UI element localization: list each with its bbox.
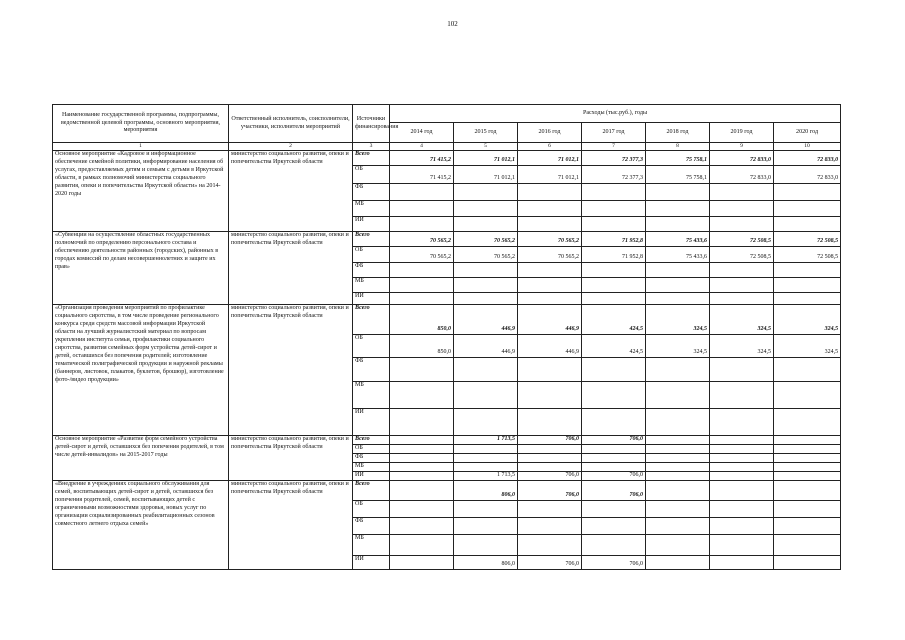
funding-source: ИИ — [353, 409, 390, 436]
budget-table — [52, 104, 841, 570]
expense-value — [454, 184, 518, 201]
funding-source: ФБ — [353, 358, 390, 382]
expense-value — [646, 555, 710, 569]
expense-value — [390, 217, 454, 232]
expense-value — [710, 534, 774, 555]
expense-value — [518, 454, 582, 463]
column-number: 2 — [229, 143, 353, 151]
expense-value — [646, 472, 710, 481]
expense-value: 706,0 — [518, 480, 582, 500]
expense-value — [646, 201, 710, 217]
expense-value — [774, 517, 841, 534]
table-row — [53, 305, 841, 335]
expense-value — [390, 184, 454, 201]
header-expenses: Расходы (тыс.руб.), годы — [390, 105, 841, 123]
expense-value — [774, 184, 841, 201]
expense-value: 71 012,1 — [518, 166, 582, 184]
program-name: «Внедрение в учреждениях социального обслуживания для семей, воспитывающих детей-сирот и детей, оставшихся без попечения родителей, семей, воспитывающих детей с ограниченными возможностями здоровья, новых услуг по организации социализированных реабилитационных сезонов совместного летнего отдыха семей» — [53, 480, 229, 569]
expense-value — [390, 293, 454, 305]
expense-value — [582, 184, 646, 201]
expense-value: 706,0 — [582, 436, 646, 445]
expense-value — [454, 382, 518, 409]
expense-value — [390, 436, 454, 445]
funding-source: МБ — [353, 534, 390, 555]
expense-value — [582, 382, 646, 409]
expense-value — [774, 293, 841, 305]
expense-value: 71 952,8 — [582, 232, 646, 247]
expense-value — [646, 445, 710, 454]
expense-value — [774, 382, 841, 409]
expense-value: 446,9 — [518, 305, 582, 335]
expense-value: 72 377,3 — [582, 151, 646, 166]
expense-value: 72 508,5 — [774, 232, 841, 247]
expense-value — [518, 201, 582, 217]
expense-value: 70 565,2 — [518, 232, 582, 247]
expense-value — [710, 293, 774, 305]
table-row — [53, 151, 841, 166]
expense-value — [710, 463, 774, 472]
expense-value — [774, 409, 841, 436]
expense-value — [774, 436, 841, 445]
expense-value: 70 565,2 — [454, 247, 518, 263]
expense-value: 706,0 — [518, 555, 582, 569]
expense-value — [774, 463, 841, 472]
expense-value: 446,9 — [454, 305, 518, 335]
funding-source: МБ — [353, 278, 390, 293]
expense-value — [454, 463, 518, 472]
expense-value: 71 012,1 — [454, 166, 518, 184]
expense-value — [646, 184, 710, 201]
funding-source: Всего — [353, 232, 390, 247]
expense-value — [710, 201, 774, 217]
expense-value — [518, 445, 582, 454]
column-number: 7 — [582, 143, 646, 151]
expense-value — [710, 517, 774, 534]
expense-value: 70 565,2 — [518, 247, 582, 263]
expense-value — [774, 278, 841, 293]
expense-value — [710, 263, 774, 278]
funding-source: ФБ — [353, 263, 390, 278]
table-row — [53, 232, 841, 247]
expense-value — [774, 263, 841, 278]
expense-value: 1 713,5 — [454, 472, 518, 481]
expense-value: 446,9 — [518, 335, 582, 358]
expense-value: 1 713,5 — [454, 436, 518, 445]
table-body — [53, 151, 841, 570]
expense-value: 424,5 — [582, 305, 646, 335]
expense-value — [774, 480, 841, 500]
expense-value — [454, 445, 518, 454]
expense-value: 75 433,6 — [646, 232, 710, 247]
expense-value — [582, 278, 646, 293]
expense-value: 71 415,2 — [390, 151, 454, 166]
expense-value — [646, 278, 710, 293]
column-number: 5 — [454, 143, 518, 151]
expense-value — [710, 480, 774, 500]
expense-value — [390, 201, 454, 217]
expense-value — [646, 293, 710, 305]
expense-value — [518, 263, 582, 278]
executor-name: министерство социального развития, опеки и попечительства Иркутской области — [229, 305, 353, 436]
program-name: «Субвенции на осуществление областных государственных полномочий по определению персонального состава и обеспечению деятельности районных (городских), районных в городах комиссий по делам несовершеннолетних и защите их прав» — [53, 232, 229, 305]
expense-value — [710, 555, 774, 569]
expense-value — [518, 517, 582, 534]
expense-value — [518, 278, 582, 293]
expense-value — [710, 454, 774, 463]
expense-value: 70 565,2 — [390, 232, 454, 247]
expense-value: 72 833,0 — [774, 151, 841, 166]
expense-value — [710, 445, 774, 454]
expense-value — [518, 463, 582, 472]
header-year: 2020 год — [774, 123, 841, 143]
executor-name: министерство социального развития, опеки и попечительства Иркутской области — [229, 232, 353, 305]
program-name: «Организация проведения мероприятий по профилактике социального сиротства, в том числе проведение регионального конкурса среди средств массовой информации Иркутской области на лучший журналистский материал по вопросам укрепления института семьи, профилактики социального сиротства, развития семейных форм устройства детей-сирот и детей, оставшихся без попечения родителей; изготовление тематической полиграфической продукции и наружной рекламы (баннеров, листовок, плакатов, буклетов, брошюр), изготовление фото-/видео продукции» — [53, 305, 229, 436]
header-executor: Ответственный исполнитель, соисполнители, участники, исполнители мероприятий — [229, 105, 353, 143]
funding-source: ФБ — [353, 517, 390, 534]
expense-value — [710, 500, 774, 517]
expense-value — [390, 534, 454, 555]
program-name: Основное мероприятие «Кадровое и информационное обеспечение семейной политики, информирование населения об услугах, предоставляемых детям и семьям с детьми в Иркутской области, в рамках полномочий министерства социального развития, опеки и попечительства Иркутской области» на 2014-2020 годы — [53, 151, 229, 232]
expense-value — [454, 517, 518, 534]
expense-value — [774, 555, 841, 569]
header-year: 2015 год — [454, 123, 518, 143]
expense-value: 706,0 — [582, 555, 646, 569]
expense-value — [390, 517, 454, 534]
funding-source: ОБ — [353, 500, 390, 517]
expense-value — [582, 217, 646, 232]
expense-value — [454, 278, 518, 293]
expense-value — [582, 517, 646, 534]
expense-value: 324,5 — [710, 305, 774, 335]
expense-value — [390, 480, 454, 500]
program-name: Основное мероприятие «Развитие форм семейного устройства детей-сирот и детей, оставшихся без попечения родителей, в том числе детей-инвалидов» на 2015-2017 годы — [53, 436, 229, 481]
expense-value — [774, 358, 841, 382]
executor-name: министерство социального развития, опеки и попечительства Иркутской области — [229, 436, 353, 481]
expense-value — [710, 278, 774, 293]
expense-value — [774, 534, 841, 555]
expense-value — [454, 409, 518, 436]
expense-value — [454, 217, 518, 232]
expense-value: 424,5 — [582, 335, 646, 358]
expense-value — [646, 454, 710, 463]
expense-value: 706,0 — [582, 472, 646, 481]
expense-value: 806,0 — [454, 555, 518, 569]
funding-source: МБ — [353, 201, 390, 217]
expense-value: 70 565,2 — [454, 232, 518, 247]
expense-value — [518, 184, 582, 201]
expense-value: 706,0 — [518, 436, 582, 445]
expense-value — [518, 293, 582, 305]
funding-source: ОБ — [353, 445, 390, 454]
funding-source: ОБ — [353, 335, 390, 358]
header-year: 2016 год — [518, 123, 582, 143]
executor-name: министерство социального развития, опеки и попечительства Иркутской области — [229, 151, 353, 232]
expense-value — [454, 500, 518, 517]
funding-source: МБ — [353, 382, 390, 409]
expense-value — [774, 445, 841, 454]
expense-value — [518, 358, 582, 382]
funding-source: Всего — [353, 305, 390, 335]
expense-value — [390, 500, 454, 517]
funding-source: ИИ — [353, 555, 390, 569]
expense-value — [390, 263, 454, 278]
expense-value — [646, 463, 710, 472]
expense-value: 850,0 — [390, 305, 454, 335]
expense-value — [518, 500, 582, 517]
expense-value: 75 433,6 — [646, 247, 710, 263]
expense-value: 806,0 — [454, 480, 518, 500]
expense-value — [390, 555, 454, 569]
expense-value — [454, 534, 518, 555]
column-number: 8 — [646, 143, 710, 151]
expense-value: 72 377,3 — [582, 166, 646, 184]
expense-value: 72 833,0 — [774, 166, 841, 184]
expense-value: 75 758,1 — [646, 166, 710, 184]
expense-value — [390, 454, 454, 463]
expense-value — [582, 358, 646, 382]
funding-source: Всего — [353, 480, 390, 500]
expense-value — [710, 472, 774, 481]
column-number: 6 — [518, 143, 582, 151]
column-number: 3 — [353, 143, 390, 151]
expense-value — [646, 217, 710, 232]
executor-name: министерство социального развития, опеки и попечительства Иркутской области — [229, 480, 353, 569]
expense-value: 706,0 — [582, 480, 646, 500]
expense-value — [582, 263, 646, 278]
expense-value: 71 012,1 — [454, 151, 518, 166]
expense-value — [582, 463, 646, 472]
expense-value — [390, 278, 454, 293]
expense-value — [774, 217, 841, 232]
expense-value — [646, 500, 710, 517]
expense-value — [774, 454, 841, 463]
expense-value — [518, 534, 582, 555]
expense-value — [518, 217, 582, 232]
table-row — [53, 436, 841, 445]
expense-value — [454, 201, 518, 217]
expense-value — [454, 293, 518, 305]
expense-value — [646, 480, 710, 500]
expense-value: 324,5 — [774, 305, 841, 335]
expense-value — [582, 500, 646, 517]
funding-source: Всего — [353, 151, 390, 166]
expense-value — [774, 472, 841, 481]
expense-value — [646, 436, 710, 445]
expense-value: 72 833,0 — [710, 151, 774, 166]
expense-value — [454, 263, 518, 278]
expense-value — [454, 358, 518, 382]
expense-value — [390, 463, 454, 472]
expense-value — [710, 217, 774, 232]
expense-value: 324,5 — [710, 335, 774, 358]
header-year: 2014 год — [390, 123, 454, 143]
funding-source: Всего — [353, 436, 390, 445]
expense-value: 72 508,5 — [774, 247, 841, 263]
expense-value — [582, 454, 646, 463]
expense-value: 850,0 — [390, 335, 454, 358]
header-year: 2019 год — [710, 123, 774, 143]
funding-source: ОБ — [353, 166, 390, 184]
expense-value — [710, 358, 774, 382]
funding-source: ИИ — [353, 472, 390, 481]
column-number: 4 — [390, 143, 454, 151]
column-number: 9 — [710, 143, 774, 151]
expense-value — [390, 445, 454, 454]
expense-value — [454, 454, 518, 463]
table-row — [53, 480, 841, 500]
expense-value: 71 415,2 — [390, 166, 454, 184]
expense-value — [582, 293, 646, 305]
expense-value — [518, 409, 582, 436]
expense-value — [390, 382, 454, 409]
expense-value — [582, 201, 646, 217]
expense-value — [646, 534, 710, 555]
page-number: 102 — [447, 20, 458, 28]
expense-value — [390, 409, 454, 436]
funding-source: ИИ — [353, 293, 390, 305]
funding-source: ФБ — [353, 454, 390, 463]
funding-source: МБ — [353, 463, 390, 472]
column-number: 1 — [53, 143, 229, 151]
expense-value — [710, 382, 774, 409]
expense-value — [646, 409, 710, 436]
expense-value: 324,5 — [774, 335, 841, 358]
expense-value — [646, 358, 710, 382]
expense-value — [518, 382, 582, 409]
column-number: 10 — [774, 143, 841, 151]
expense-value — [646, 263, 710, 278]
expense-value — [774, 500, 841, 517]
header-year: 2017 год — [582, 123, 646, 143]
expense-value — [390, 472, 454, 481]
header-year: 2018 год — [646, 123, 710, 143]
header-program: Наименование государственной программы, подпрограммы, ведомственной целевой программы, основного мероприятия, мероприятия — [53, 105, 229, 143]
expense-value — [582, 534, 646, 555]
header-source: Источники финансирования — [353, 105, 390, 143]
expense-value: 75 758,1 — [646, 151, 710, 166]
expense-value: 324,5 — [646, 335, 710, 358]
expense-value — [582, 409, 646, 436]
expense-value: 324,5 — [646, 305, 710, 335]
funding-source: ОБ — [353, 247, 390, 263]
expense-value — [646, 517, 710, 534]
expense-value — [774, 201, 841, 217]
expense-value: 72 833,0 — [710, 166, 774, 184]
expense-value: 71 952,8 — [582, 247, 646, 263]
funding-source: ФБ — [353, 184, 390, 201]
expense-value — [710, 184, 774, 201]
expense-value — [710, 409, 774, 436]
expense-value — [646, 382, 710, 409]
expense-value: 71 012,1 — [518, 151, 582, 166]
expense-value — [582, 445, 646, 454]
expense-value: 72 508,5 — [710, 247, 774, 263]
expense-value: 446,9 — [454, 335, 518, 358]
expense-value — [390, 358, 454, 382]
expense-value — [710, 436, 774, 445]
expense-value: 72 508,5 — [710, 232, 774, 247]
expense-value: 706,0 — [518, 472, 582, 481]
funding-source: ИИ — [353, 217, 390, 232]
expense-value: 70 565,2 — [390, 247, 454, 263]
